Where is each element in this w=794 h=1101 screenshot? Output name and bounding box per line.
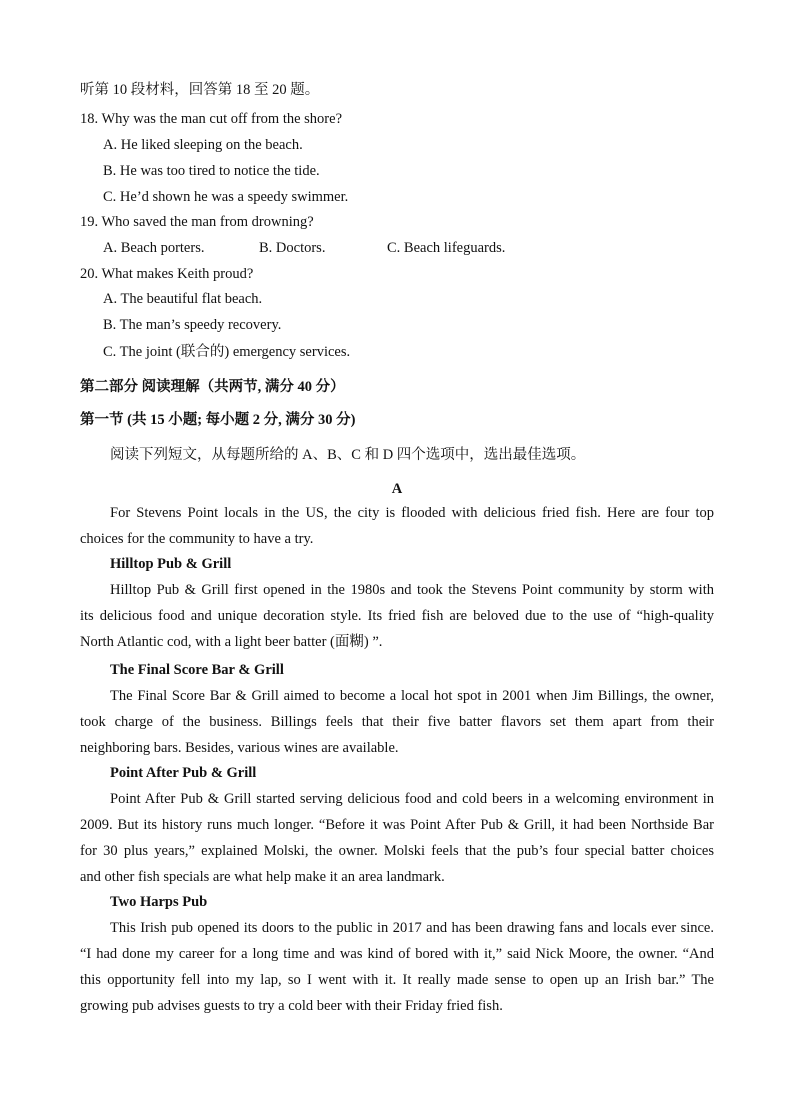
question-18-option-a: A. He liked sleeping on the beach. [103, 137, 303, 153]
question-19-option-a: A. Beach porters. [103, 240, 205, 256]
pub-paragraph-line: this opportunity fell into my lap, so I went with it. It really made sense to open up an Irish bar.” The [80, 972, 714, 988]
pub-paragraph-line: North Atlantic cod, with a light beer batter (面糊) ”. [80, 634, 383, 650]
pub-paragraph-line: its delicious food and unique decoration style. Its fried fish are beloved due to the use of “high-quality [80, 608, 714, 624]
question-20-option-c: C. The joint (联合的) emergency services. [103, 344, 351, 360]
question-20-option-b: B. The man’s speedy recovery. [103, 317, 282, 333]
pub-heading-hilltop: Hilltop Pub & Grill [110, 556, 232, 572]
reading-instruction: 阅读下列短文，从每题所给的 A、B、C 和 D 四个选项中，选出最佳选项。 [110, 447, 586, 463]
question-20-option-a: A. The beautiful flat beach. [103, 291, 263, 307]
listening-intro: 听第 10 段材料，回答第 18 至 20 题。 [80, 82, 320, 98]
pub-paragraph-line: growing pub advises guests to try a cold beer with their Friday fried fish. [80, 998, 503, 1014]
pub-paragraph-line: for 30 plus years,” explained Molski, the owner. Molski feels that the pub’s four special batter choices [80, 843, 714, 859]
pub-paragraph-line: Point After Pub & Grill started serving delicious food and cold beers in a welcoming environment in [110, 791, 714, 807]
pub-paragraph-line: and other fish specials are what help make it an area landmark. [80, 869, 445, 885]
question-19-option-c: C. Beach lifeguards. [387, 240, 506, 256]
question-18-option-b: B. He was too tired to notice the tide. [103, 163, 320, 179]
question-19-option-b: B. Doctors. [259, 240, 326, 256]
passage-intro-line: For Stevens Point locals in the US, the city is flooded with delicious fried fish. Here are four top [110, 505, 714, 521]
pub-heading-two-harps: Two Harps Pub [110, 894, 208, 910]
question-18-option-c: C. He’d shown he was a speedy swimmer. [103, 189, 349, 205]
pub-paragraph-line: The Final Score Bar & Grill aimed to become a local hot spot in 2001 when Jim Billings, the owner, [110, 688, 714, 704]
reading-part-title: 第二部分 阅读理解（共两节, 满分 40 分） [80, 379, 345, 395]
reading-section-title: 第一节 (共 15 小题; 每小题 2 分, 满分 30 分) [80, 412, 356, 428]
pub-paragraph-line: This Irish pub opened its doors to the public in 2017 and has been drawing fans and locals ever since. [110, 920, 714, 936]
question-20-stem: 20. What makes Keith proud? [80, 266, 254, 282]
pub-paragraph-line: neighboring bars. Besides, various wines are available. [80, 740, 399, 756]
passage-intro-line: choices for the community to have a try. [80, 531, 314, 547]
pub-heading-final-score: The Final Score Bar & Grill [110, 662, 284, 678]
passage-letter: A [391, 481, 403, 497]
pub-paragraph-line: took charge of the business. Billings feels that their five batter flavors set them apart from their [80, 714, 714, 730]
pub-heading-point-after: Point After Pub & Grill [110, 765, 257, 781]
question-19-stem: 19. Who saved the man from drowning? [80, 214, 314, 230]
question-18-stem: 18. Why was the man cut off from the shore? [80, 111, 343, 127]
pub-paragraph-line: Hilltop Pub & Grill first opened in the 1980s and took the Stevens Point community by storm with [110, 582, 714, 598]
pub-paragraph-line: 2009. But its history runs much longer. “Before it was Point After Pub & Grill, it had been Northside Bar [80, 817, 714, 833]
pub-paragraph-line: “I had done my career for a long time and was kind of bored with it,” said Nick Moore, the owner. “And [80, 946, 714, 962]
